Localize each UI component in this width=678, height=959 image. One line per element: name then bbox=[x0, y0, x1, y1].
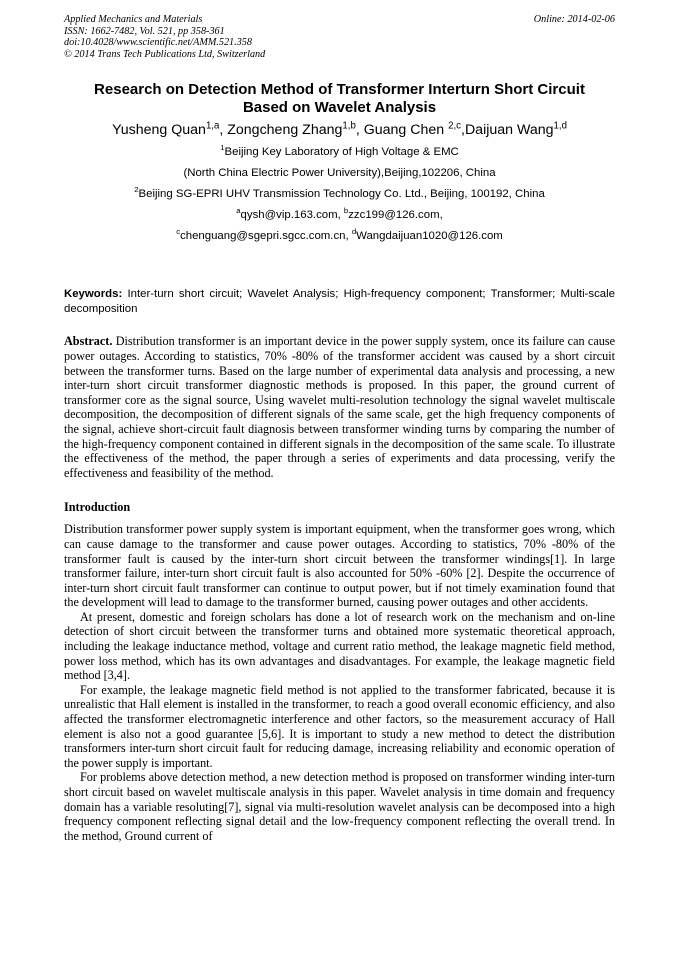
author-name: Yusheng Quan bbox=[112, 122, 206, 139]
author-name: Zongcheng Zhang bbox=[227, 122, 343, 139]
abstract-label: Abstract. bbox=[64, 334, 113, 349]
journal-name: Applied Mechanics and Materials bbox=[64, 14, 203, 25]
abstract bbox=[64, 334, 615, 480]
email-marker: c bbox=[176, 227, 181, 237]
author-affiliation-marker: 1,b bbox=[342, 120, 356, 132]
affiliation-1 bbox=[64, 144, 615, 160]
paper-title bbox=[64, 81, 615, 117]
author-separator: , bbox=[460, 122, 465, 139]
affiliation-1-continued bbox=[64, 165, 615, 181]
email-address: zzc199@126.com, bbox=[348, 209, 443, 222]
journal-header bbox=[64, 14, 615, 60]
email-line-2 bbox=[64, 228, 615, 244]
email-address: qysh@vip.163.com, bbox=[240, 209, 344, 222]
body-paragraph: For example, the leakage magnetic field method is not applied to the transformer fabricated, because it is unrealistic that Hall element is installed in the transformer, to reach a good overall economic efficiency, and also affected the transformer electromagnetic interference and other factors, so the measurement accuracy of Hall element is also not a good guarantee [5,6]. It is important to study a new method to detect the distribution transformers inter-turn short circuit fault for reducing damage, increasing reliability and economic operation of the power supply is important. bbox=[64, 682, 615, 770]
author-list bbox=[64, 121, 615, 140]
journal-issn: ISSN: 1662-7482, Vol. 521, pp 358-361 bbox=[64, 25, 225, 37]
affiliation-marker: 1 bbox=[220, 143, 225, 153]
affiliation-marker: 2 bbox=[134, 185, 139, 195]
body-paragraph: Distribution transformer power supply system is important equipment, when the transformer goes wrong, which can cause damage to the transformer and cause power outages. According to statistics, 70% -80% of the transformer fault is caused by the inter-turn short circuit between the transformer windings[1]. In large transformer failure, inter-turn short circuit fault is also accounted for 50% -60% [2]. Despite the occurrence of inter-turn short circuit fault transformer can continue to output power, but if not timely examination found that the development will lead to damage to the transformer burned, causing power outages and other accidents. bbox=[64, 522, 615, 610]
author-affiliation-marker: 2,c bbox=[448, 120, 461, 132]
author-separator: , bbox=[355, 122, 364, 139]
author-name: Daijuan Wang bbox=[464, 122, 554, 139]
author-affiliation-marker: 1,a bbox=[205, 120, 220, 132]
affiliation-text: (North China Electric Power University),Beijing,102206, China bbox=[183, 167, 496, 180]
title-line-1: Research on Detection Method of Transformer Interturn Short Circuit bbox=[94, 81, 585, 99]
paper-page bbox=[64, 14, 615, 843]
keywords-text: Inter-turn short circuit; Wavelet Analysis; High-frequency component; Transformer; Multi-scale decomposition bbox=[64, 288, 615, 316]
author-separator: , bbox=[219, 122, 228, 139]
affiliation-text: Beijing SG-EPRI UHV Transmission Technology Co. Ltd., Beijing, 100192, China bbox=[138, 188, 545, 201]
online-date: Online: 2014-02-06 bbox=[533, 14, 615, 25]
keywords bbox=[64, 287, 615, 317]
email-marker: a bbox=[236, 206, 241, 216]
abstract-text: Distribution transformer is an important device in the power supply system, once its failure can cause power outages. According to statistics, 70% -80% of the transformer accident was caused by a short circuit between the transformer turns. Based on the large number of experimental data analysis and processing, a new inter-turn short circuit transformer diagnostic methods is proposed. In this paper, the ground current of transformer core as the signal source, Using wavelet multi-resolution technology the signal wavelet multiscale decomposition, the decomposition of different signals of the same scale, get the high frequency components of the signal, achieve short-circuit fault diagnosis between transformer winding turns by comparing the number of the high-frequency component contained in different signals in the decomposition of the same scale. To illustrate the effectiveness of the method, the paper through a series of experiments and data processing, verify the effectiveness and feasibility of the method. bbox=[64, 334, 615, 480]
journal-copyright: © 2014 Trans Tech Publications Ltd, Switzerland bbox=[64, 48, 266, 60]
email-address: chenguang@sgepri.sgcc.com.cn, bbox=[180, 230, 352, 243]
author-name: Guang Chen bbox=[363, 122, 449, 139]
title-line-2: Based on Wavelet Analysis bbox=[242, 99, 437, 117]
email-marker: d bbox=[351, 227, 357, 237]
body-paragraph: At present, domestic and foreign scholars has done a lot of research work on the mechanism and on-line detection of short circuit between the transformer turns and obtained more systematic theoretical approach, including the leakage inductance method, voltage and current ratio method, the leakage magnetic field method, power loss method, which has its own advantages and disadvantages. For example, the leakage magnetic field method [3,4]. bbox=[64, 609, 615, 683]
keywords-label: Keywords: bbox=[64, 288, 123, 301]
section-heading-introduction: Introduction bbox=[64, 500, 131, 515]
email-address: Wangdaijuan1020@126.com bbox=[356, 230, 503, 243]
journal-doi: doi:10.4028/www.scientific.net/AMM.521.358 bbox=[64, 37, 252, 49]
affiliation-2 bbox=[64, 186, 615, 202]
author-affiliation-marker: 1,d bbox=[553, 120, 567, 132]
email-line-1 bbox=[64, 207, 615, 223]
email-marker: b bbox=[343, 206, 349, 216]
body-paragraph: For problems above detection method, a new detection method is proposed on transformer winding inter-turn short circuit based on wavelet multiscale analysis in this paper. Wavelet analysis in time domain and frequency domain has a variable resoluting[7], signal via multi-resolution wavelet analysis can be decomposed into a high frequency component reflecting signal detail and the low-frequency component reflecting the overall trend. In the method, Ground current of bbox=[64, 770, 615, 843]
affiliation-text: Beijing Key Laboratory of High Voltage & EMC bbox=[224, 146, 459, 159]
